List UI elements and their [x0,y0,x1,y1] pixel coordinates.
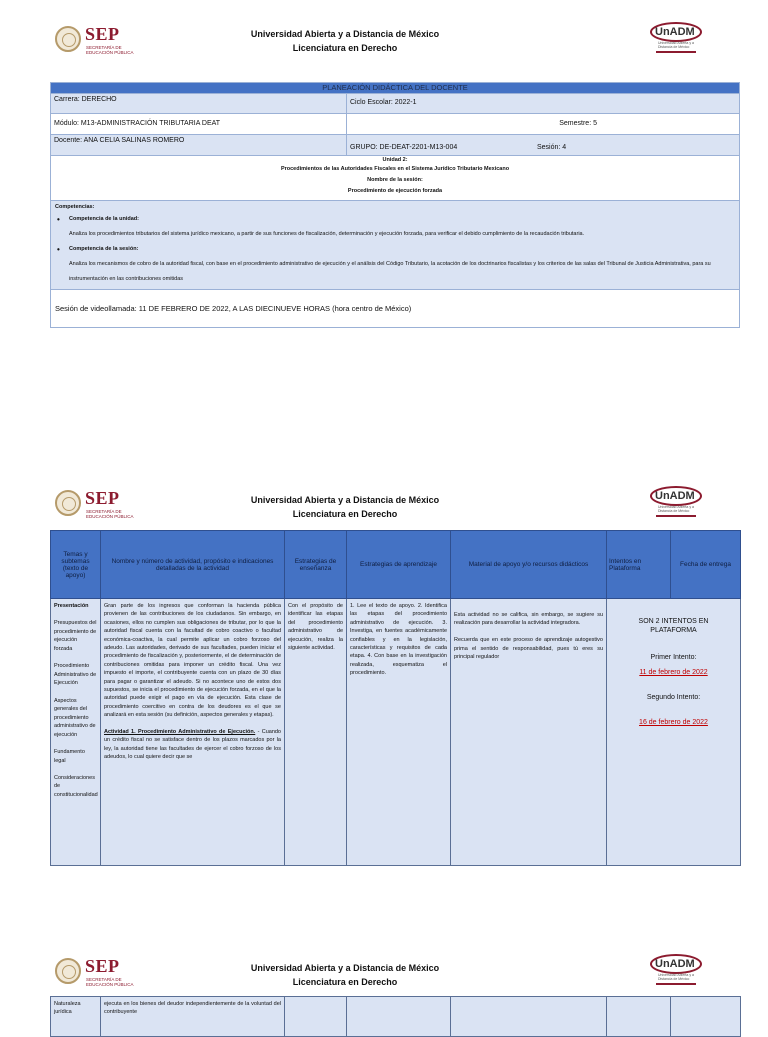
actividad-continuation: ejecuta en los bienes del deudor independientemente de la voluntad del contribuyente [101,997,285,1037]
competencia-sesion-text: Analiza los mecanismos de cobro de la autoridad fiscal, con base en el procedimiento administrativo de ejecución y el análisis del Código Tributario, la acotación de los doctrinarios fiscalistas y los criterios de las salas del Tribunal de Justicia Administrativa, para su instrumentación en las contribuciones omitidas [69,261,711,282]
table-row [51,997,741,1037]
mexico-seal-icon [55,958,81,984]
videollamada: Sesión de videollamada: 11 DE FEBRERO DE 2022, A LAS DIECINUEVE HORAS (hora centro de México) [51,289,739,327]
tema-item: Aspectos generales del procedimiento administrativo de ejecución [54,697,96,738]
temas-cell [51,599,101,866]
unadm-logo: UnADM Universidad Abierta y a Distancia de México [650,954,710,990]
table-header-row [51,531,741,599]
sep-logo: SEP SECRETARÍA DE EDUCACIÓN PÚBLICA [55,486,165,536]
col-header: Temas y subtemas (texto de apoyo) [51,531,101,599]
tema-item: Naturaleza jurídica [51,997,101,1037]
actividad-title: Actividad 1. Procedimiento Administrativo de Ejecución. [104,728,256,735]
actividad-text: - Cuando un crédito fiscal no se satisface dentro de los plazos marcados por la ley, la autoridad tiene las facultades de ejercer el cobro forzoso de los adeudos, lo cual quiere decir que se [104,728,281,760]
competencias-block [51,200,739,289]
program-name: Licenciatura en Derecho [292,43,398,53]
logo-underline [656,515,696,517]
competencia-sesion-label: • Competencia de la sesión: [55,242,735,257]
material-cell [451,599,607,866]
tema-item: Presupuestos del procedimiento de ejecución forzada [54,620,97,652]
actividad-intro: Gran parte de los ingresos que conforman la hacienda pública provienen de las contribuciones de los ciudadanos. Sin embargo, en ocasiones, ellos no cumplen sus obligaciones de tributar, por lo que la autoridad fiscal cuenta con la facultad de cobro coactivo o facultad económica-coactiva, la cual permite aplicar un cobro forzoso del adeudo. Las autoridades, derivado de sus facultades, pueden iniciar el procedimiento de fiscalización y, posteriormente, el de determinación de contribuciones omitidas para imponer un crédito fiscal. Una vez impuesto el importe, el contribuyente cuenta con un plazo de 30 días para pagar o garantizar el adeudo. Si no acontece uno de estos dos supuestos, se inicia el procedimiento de ejecución forzada, en el que la autoridad puede exigir el pago en vía de ejecución. Esta clase de procedimiento coercitivo en contra de los deudores es el que se analizará en esta sesión (su definición, aspectos generales y etapas). [104,603,281,719]
segundo-intento-date: 16 de febrero de 2022 [639,719,708,726]
plan-title: PLANEACIÓN DIDÁCTICA DEL DOCENTE [51,83,739,93]
actividad-cell [101,599,285,866]
tema-item: Procedimiento Administrativo de Ejecución [54,663,97,687]
col-header: Nombre y número de actividad, propósito e indicaciones detalladas de la actividad [101,531,285,599]
empty-cell [607,997,671,1037]
table-row [51,599,741,866]
actividad-1 [104,728,281,762]
col-header: Estrategias de enseñanza [285,531,347,599]
col-header: Intentos en Plataforma [607,531,671,599]
logo-underline [656,51,696,53]
intentos-cell [607,599,741,866]
unidad-block [51,155,739,200]
activity-table [50,530,741,866]
competencia-unidad-text: Analiza los procedimientos tributarios del sistema jurídico mexicano, a partir de sus funciones de fiscalización, determinación y ejecución forzada, para verificar el debido cumplimiento de la recaudación tributaria. [69,231,585,237]
logo-underline [656,983,696,985]
primer-intento-label: Primer Intento: [650,654,697,661]
unadm-logo: UnADM Universidad Abierta y a Distancia de México [650,22,710,58]
header-title [200,493,490,521]
sep-logo: SEP SECRETARÍA DE EDUCACIÓN PÚBLICA [55,954,165,1004]
mexico-seal-icon [55,26,81,52]
university-name: Universidad Abierta y a Distancia de México [250,963,440,973]
grupo: GRUPO: DE-DEAT-2201-M13-004 [350,144,458,151]
empty-cell [671,997,741,1037]
header-title [200,27,490,55]
segundo-intento-label: Segundo Intento: [646,694,701,701]
carrera: Carrera: DERECHO [51,94,347,113]
col-header: Material de apoyo y/o recursos didácticos [451,531,607,599]
competencias-label: Competencias: [55,204,95,210]
empty-cell [451,997,607,1037]
col-header: Fecha de entrega [671,531,741,599]
empty-cell [285,997,347,1037]
planeacion-box [50,82,740,328]
program-name: Licenciatura en Derecho [292,977,398,987]
tema-item: Consideraciones de constitucionalidad [54,774,98,799]
page-header-1 [0,22,768,82]
material-reminder: Recuerda que en este proceso de aprendizaje autogestivo prima el sentido de responsabilidad, pues tú eres su principal regulador [454,637,603,661]
sesion: Sesión: 4 [537,144,567,151]
continuation-table [50,996,741,1037]
sep-logo: SEP SECRETARÍA DE EDUCACIÓN PÚBLICA [55,22,165,72]
nombre-sesion: Procedimiento de ejecución forzada [347,188,443,194]
program-name: Licenciatura en Derecho [292,509,398,519]
modulo: Módulo: M13-ADMINISTRACIÓN TRIBUTARIA DEAT [51,114,347,134]
semestre: Semestre: 5 [559,120,597,127]
competencia-unidad-label: • Competencia de la unidad: [55,212,735,227]
unidad-nombre: Procedimientos de las Autoridades Fiscales en el Sistema Jurídico Tributario Mexicano [280,166,510,172]
nombre-sesion-label: Nombre de la sesión: [367,177,423,183]
tema-item: Fundamento legal [54,749,85,764]
ciclo-escolar: Ciclo Escolar: 2022-1 [350,99,417,106]
mexico-seal-icon [55,490,81,516]
ensenanza-cell: Con el propósito de identificar las etapas del procedimiento administrativo de ejecución, realiza la siguiente actividad. [285,599,347,866]
primer-intento-date: 11 de febrero de 2022 [639,669,708,676]
intentos-title: SON 2 INTENTOS EN PLATAFORMA [638,618,709,634]
unidad-label: Unidad 2: [382,157,408,163]
col-header: Estrategias de aprendizaje [347,531,451,599]
tema-item: Presentación [54,603,89,609]
university-name: Universidad Abierta y a Distancia de México [250,495,440,505]
row-docente [51,134,739,155]
university-name: Universidad Abierta y a Distancia de México [250,29,440,39]
material-note: Esta actividad no se califica, sin embargo, se sugiere su realización para desarrollar la actividad integradora. [454,612,603,627]
header-title [200,961,490,989]
empty-cell [347,997,451,1037]
unadm-logo: UnADM Universidad Abierta y a Distancia de México [650,486,710,522]
docente: Docente: ANA CELIA SALINAS ROMERO [51,135,347,155]
row-modulo [51,113,739,134]
aprendizaje-cell: 1. Lee el texto de apoyo. 2. Identifica las etapas del procedimiento administrativo de ejecución. 3. Investiga, en fuentes académicamente confiables y en la legislación, características y requisitos de cada etapa. 4. Con base en la investigación realizada, esquematiza el procedimiento. [347,599,451,866]
row-carrera [51,93,739,113]
